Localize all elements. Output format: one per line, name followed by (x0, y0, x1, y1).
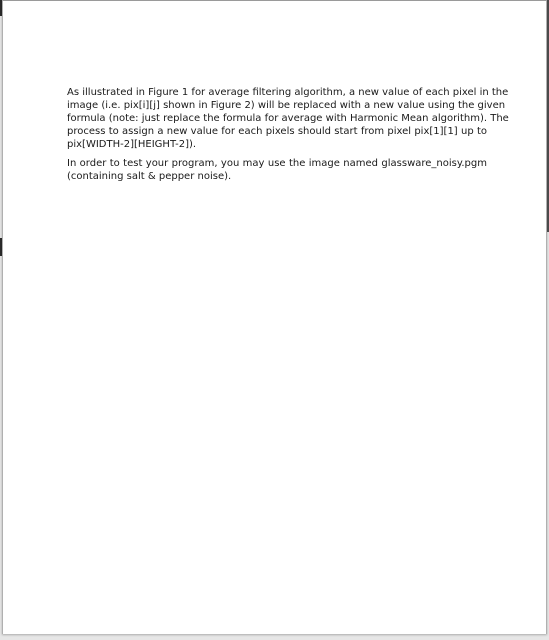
page-body-text (67, 86, 509, 189)
paragraph-filtering-description (67, 86, 509, 151)
text-line: In order to test your program, you may use the image named glassware_noisy.pgm (67, 158, 487, 169)
text-line: (containing salt & pepper noise). (67, 171, 232, 182)
text-line: image (i.e. pix[i][j] shown in Figure 2) will be replaced with a new value using the given (67, 100, 506, 111)
document-page (2, 0, 547, 634)
text-line: process to assign a new value for each pixels should start from pixel pix[1][1] up to (67, 126, 487, 137)
text-line: formula (note: just replace the formula for average with Harmonic Mean algorithm). The (67, 113, 509, 124)
text-line: pix[WIDTH-2][HEIGHT-2]). (67, 139, 197, 150)
paragraph-test-instructions (67, 157, 487, 183)
text-line: As illustrated in Figure 1 for average filtering algorithm, a new value of each pixel in the (67, 87, 509, 98)
